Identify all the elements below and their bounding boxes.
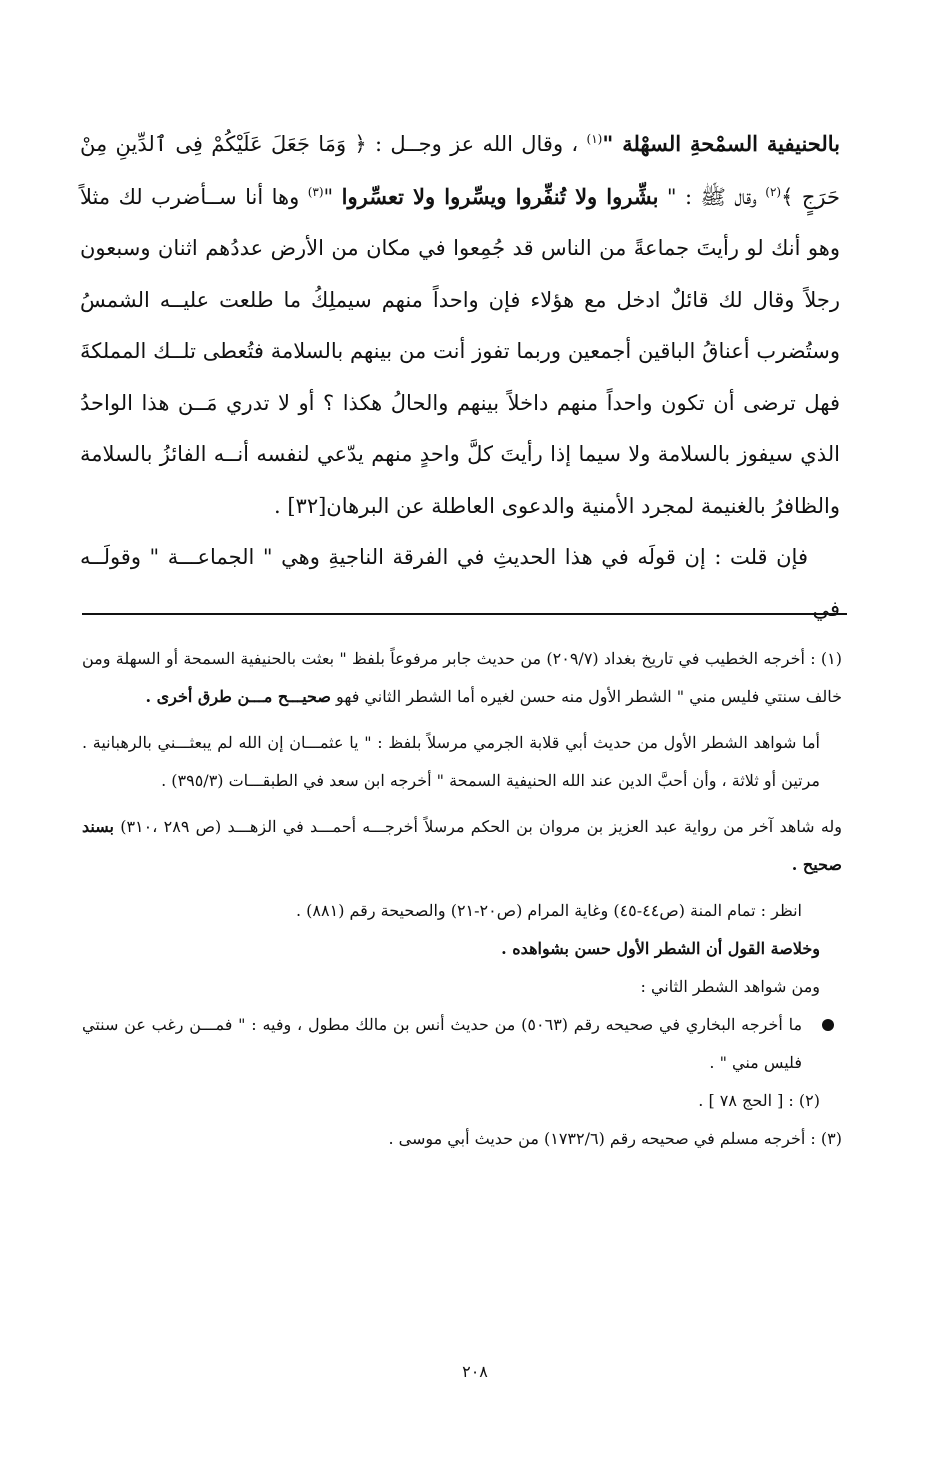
- footnote-paragraph: أما شواهد الشطر الأول من حديث أبي قلابة الجرمي مرسلاً بلفظ : " يا عثمـــان إن الله لم يبعثـــني بالرهبانية . مرتين أو ثلاثة ، وأن أحبَّ الدين عند الله الحنيفية السمحة " أخرجه ابن سعد في الطبقـــات (٣٩٥/٣) .: [82, 733, 821, 790]
- footnote-1: [82, 640, 842, 716]
- hadith-quote: بالحنيفية السمْحةِ السهْلة ": [602, 131, 840, 156]
- footnote-paragraph: انظر : تمام المنة (ص٤٤-٤٥) وغاية المرام (ص٢٠-٢١) والصحيحة رقم (٨٨١) .: [296, 901, 802, 920]
- footnote-text: ما أخرجه البخاري في صحيحه رقم (٥٠٦٣) من حديث أنس بن مالك مطول ، وفيه : " فمـــن رغب عن سنتي فليس مني " .: [82, 1015, 803, 1072]
- footnote-ref-2: (٢): [765, 184, 782, 199]
- footnote-ref-3: (٣): [307, 184, 324, 199]
- text-span: ، وقال الله عز وجــل : ﴿ وَمَا جَعَلَ عَلَيْكُمْ فِى ٱلدِّينِ مِنْ حَرَجٍ ﴾: [80, 132, 840, 209]
- footnotes: [82, 640, 842, 1158]
- hadith-quote: بشِّروا ولا تُنفِّروا ويسِّروا ولا تعسِّروا: [341, 183, 659, 209]
- footnote-emphasis: بسند صحيح .: [82, 817, 842, 874]
- footnote-emphasis: صحيـــح مـــن طرق أخرى .: [145, 687, 331, 706]
- footnote-ref-1: (١): [586, 132, 603, 146]
- paragraph: فإن قلت : إن قولَه في هذا الحديثِ في الفرقة الناجيةِ وهي " الجماعـــة " وقولَــه في: [80, 545, 840, 621]
- footnote-divider: [82, 613, 847, 615]
- main-text: [80, 118, 840, 635]
- bullet-icon: [822, 1019, 834, 1031]
- footnote-paragraph: ومن شواهد الشطر الثاني :: [640, 977, 820, 996]
- text-span: وها أنا ســأضرب لك مثلاً وهو أنك لو رأيتَ جماعةً من الناس قد جُمِعوا في مكان من الأرض عددُهم اثنان وسبعون رجلاً وقال لك قائلٌ ادخل مع هؤلاء فإن واحداً منهم سيملِكُ ما طلعت عليــه الشمسُ وستُضرب أعناقُ الباقين أجمعين وربما تفوز أنت من بينهم بالسلامة فتُعطى تلــك المملكةَ فهل ترضى أن تكون واحداً منهم داخلاً بينهم والحالُ هكذا ؟ أو لا تدري مَــن هذا الواحدُ الذي سيفوز بالسلامة ولا سيما إذا رأيتَ كلَّ واحدٍ منهم يدّعي لنفسه أنــه الفائزُ بالسلامة والظافرُ بالغنيمة لمجرد الأمنية والدعوى العاطلة عن البرهان[٣٢] .: [80, 184, 840, 518]
- text-span: ": [323, 184, 342, 209]
- footnote-text: وله شاهد آخر من رواية عبد العزيز بن مروان بن الحكم مرسلاً أخرجـــه أحمـــد في الزهـــد (ص ٢٨٩ ،٣١٠): [113, 817, 843, 836]
- footnote-bullet-item: [82, 1006, 842, 1082]
- footnote-paragraph: [82, 808, 842, 884]
- footnote-conclusion: وخلاصة القول أن الشطر الأول حسن بشواهده .: [501, 939, 820, 958]
- footnote-2: (٢) : [ الحج ٧٨ ] .: [698, 1091, 820, 1110]
- footnote-text: (١) : أخرجه الخطيب في تاريخ بغداد (٢٠٩/٧) من حديث جابر مرفوعاً بلفظ " بعثت بالحنيفية السمحة أو السهلة ومن خالف سنتي فليس مني " الشطر الأول منه حسن لغيره أما الشطر الثاني فهو: [82, 649, 842, 706]
- text-span: وقال ﷺ : ": [658, 184, 766, 209]
- footnote-3: (٣) : أخرجه مسلم في صحيحه رقم (١٧٣٢/٦) من حديث أبي موسى .: [388, 1129, 842, 1148]
- paragraph: [80, 118, 840, 532]
- page-number: ٢٠٨: [462, 1362, 488, 1381]
